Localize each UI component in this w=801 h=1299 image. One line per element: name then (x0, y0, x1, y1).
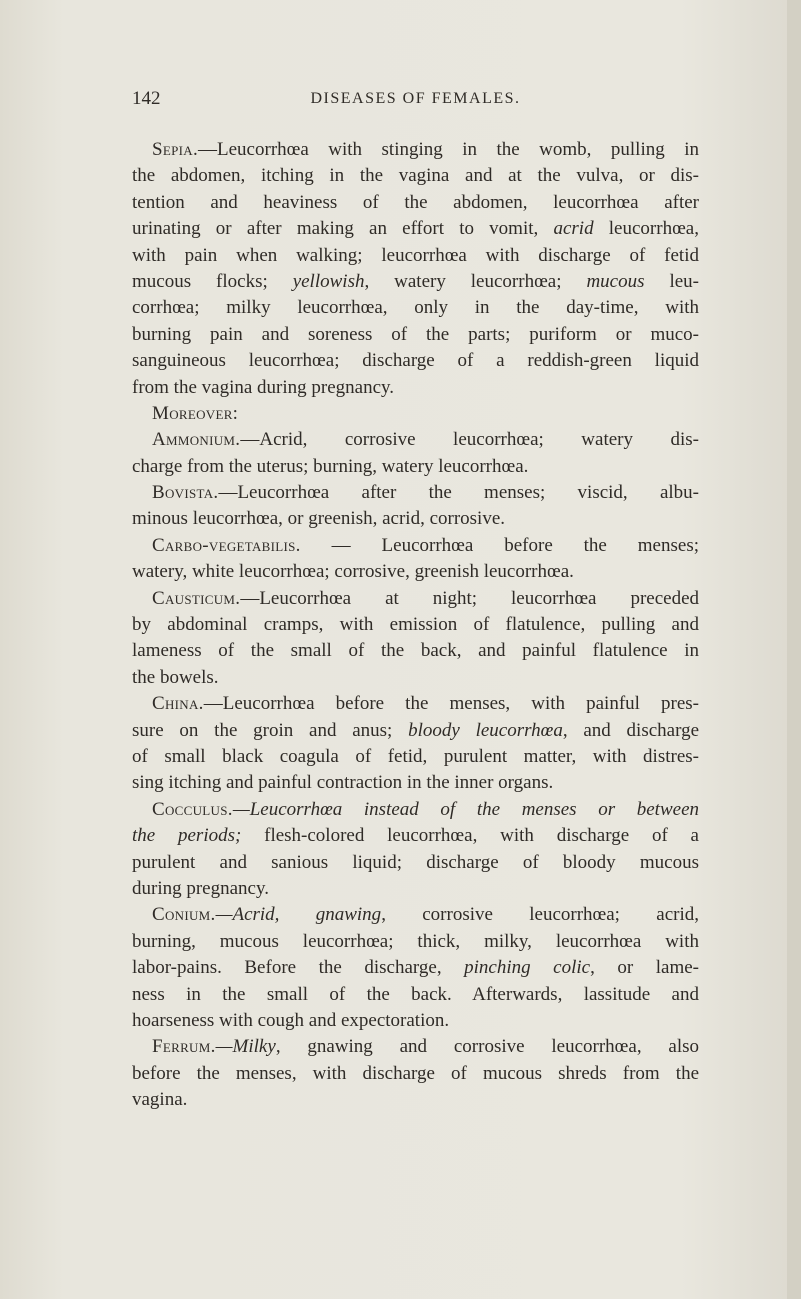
paragraph (132, 401, 699, 427)
text-run: hoarseness with cough and expectoration. (132, 1009, 450, 1031)
text-run: watery, white leucorrhœa; corrosive, greenish leucorrhœa. (132, 561, 574, 583)
text-run: the bowels. (132, 666, 219, 688)
text-line (132, 295, 699, 321)
remedy-name: Bovista. (152, 482, 219, 504)
text-run: , gnawing and corrosive leucorrhœa, also (275, 1036, 699, 1058)
text-line (132, 586, 699, 612)
text-line (132, 612, 699, 638)
text-line (132, 1061, 699, 1087)
text-line (132, 770, 699, 796)
text-run: with pain when walking; leucorrhœa with discharge of fetid (132, 244, 699, 266)
paragraph (132, 691, 699, 797)
text-line (132, 638, 699, 664)
text-run: , corrosive leucorrhœa; acrid, (381, 904, 699, 926)
remedy-name: Conium. (152, 904, 216, 926)
running-title: DISEASES OF FEMALES. (310, 90, 521, 107)
paragraph (132, 586, 699, 692)
paragraph (132, 137, 699, 401)
text-run: before the menses, with discharge of mucous shreds from the (132, 1062, 699, 1084)
remedy-name: Moreover: (152, 402, 239, 424)
text-run: burning pain and soreness of the parts; puriform or muco- (132, 323, 699, 345)
text-line (132, 744, 699, 770)
emphasis-text: acrid (553, 218, 594, 240)
remedy-name: China. (152, 693, 204, 715)
text-line (132, 823, 699, 849)
text-line (132, 348, 699, 374)
text-line (132, 190, 699, 216)
text-run: —Leucorrhœa at night; leucorrhœa preceded (240, 587, 699, 609)
remedy-name: Ammonium. (152, 429, 241, 451)
text-run: from the vagina during pregnancy. (132, 376, 395, 398)
text-run: mucous flocks; (132, 270, 293, 292)
text-line (132, 163, 699, 189)
text-line (132, 533, 699, 559)
text-run: flesh-colored leucorrhœa, with discharge of a (241, 825, 699, 847)
text-run: ness in the small of the back. Afterwards, lassitude and (132, 983, 699, 1005)
text-run: —Leucorrhœa before the menses, with painful pres- (203, 693, 699, 715)
paragraph (132, 902, 699, 1034)
remedy-name: Cocculus. (152, 798, 233, 820)
text-line (132, 375, 699, 401)
emphasis-text: —Acrid, gnawing (215, 904, 382, 926)
page-edge (787, 0, 801, 1299)
body-text (132, 137, 699, 1113)
emphasis-text: —Milky (215, 1036, 276, 1058)
text-run: , or lame- (590, 957, 700, 979)
text-line (132, 691, 699, 717)
text-line (132, 955, 699, 981)
remedy-name: Ferrum. (152, 1036, 216, 1058)
text-run: urinating or after making an effort to vomit, (132, 218, 554, 240)
text-line (132, 506, 699, 532)
text-line (132, 322, 699, 348)
remedy-name: Sepia. (152, 139, 199, 160)
text-line (132, 665, 699, 691)
text-run: sure on the groin and anus; (132, 719, 409, 741)
text-line (132, 929, 699, 955)
text-run: labor-pains. Before the discharge, (132, 957, 465, 979)
emphasis-text: bloody leucorrhœa (408, 719, 563, 741)
text-run: leucorrhœa, (593, 218, 699, 240)
running-head (132, 88, 699, 114)
text-run: — Leucorrhœa before the menses; (300, 534, 699, 556)
text-line (132, 269, 699, 295)
text-run: charge from the uterus; burning, watery leucorrhœa. (132, 455, 529, 477)
text-line (132, 1087, 699, 1113)
text-run: tention and heaviness of the abdomen, leucorrhœa after (132, 191, 699, 213)
paragraph (132, 797, 699, 903)
text-line (132, 427, 699, 453)
text-line (132, 401, 699, 427)
text-run: corrhœa; milky leucorrhœa, only in the day-time, with (132, 297, 699, 319)
text-line (132, 1008, 699, 1034)
text-line (132, 243, 699, 269)
emphasis-text: the periods; (132, 825, 242, 847)
emphasis-text: yellowish (292, 270, 365, 292)
text-line (132, 480, 699, 506)
emphasis-text: pinching colic (464, 957, 591, 979)
remedy-name: Carbo-vegetabilis. (152, 534, 301, 556)
text-line (132, 137, 699, 163)
text-line (132, 718, 699, 744)
text-line (132, 850, 699, 876)
text-line (132, 876, 699, 902)
text-line (132, 902, 699, 928)
text-run: purulent and sanious liquid; discharge of bloody mucous (132, 851, 699, 873)
text-run: —Acrid, corrosive leucorrhœa; watery dis- (240, 429, 699, 451)
text-line (132, 216, 699, 242)
text-run: lameness of the small of the back, and painful flatulence in (132, 640, 699, 662)
text-run: , watery leucorrhœa; (364, 270, 587, 292)
text-line (132, 797, 699, 823)
text-line (132, 982, 699, 1008)
paragraph (132, 533, 699, 586)
text-run: by abdominal cramps, with emission of flatulence, pulling and (132, 614, 699, 636)
text-run: minous leucorrhœa, or greenish, acrid, corrosive. (132, 508, 506, 530)
text-run: burning, mucous leucorrhœa; thick, milky, leucorrhœa with (132, 930, 699, 952)
remedy-name: Causticum. (152, 587, 241, 609)
paragraph (132, 427, 699, 480)
page-number: 142 (132, 88, 161, 109)
text-line (132, 559, 699, 585)
text-run: sanguineous leucorrhœa; discharge of a reddish-green liquid (132, 350, 699, 372)
emphasis-text: mucous (586, 270, 645, 292)
text-run: of small black coagula of fetid, purulent matter, with distres- (132, 745, 699, 767)
text-run: , and discharge (562, 719, 700, 741)
text-run: during pregnancy. (132, 877, 269, 899)
text-run: —Leucorrhœa with stinging in the womb, pulling in (198, 139, 699, 160)
paragraph (132, 1034, 699, 1113)
text-line (132, 454, 699, 480)
text-run: vagina. (132, 1089, 188, 1111)
text-line (132, 1034, 699, 1060)
text-run: the abdomen, itching in the vagina and at the vulva, or dis- (132, 165, 699, 187)
text-run: sing itching and painful contraction in the inner organs. (132, 772, 554, 794)
text-run: —Leucorrhœa after the menses; viscid, albu- (218, 482, 699, 504)
text-run: leu- (644, 270, 699, 292)
emphasis-text: —Leucorrhœa instead of the menses or between (232, 798, 699, 820)
paragraph (132, 480, 699, 533)
